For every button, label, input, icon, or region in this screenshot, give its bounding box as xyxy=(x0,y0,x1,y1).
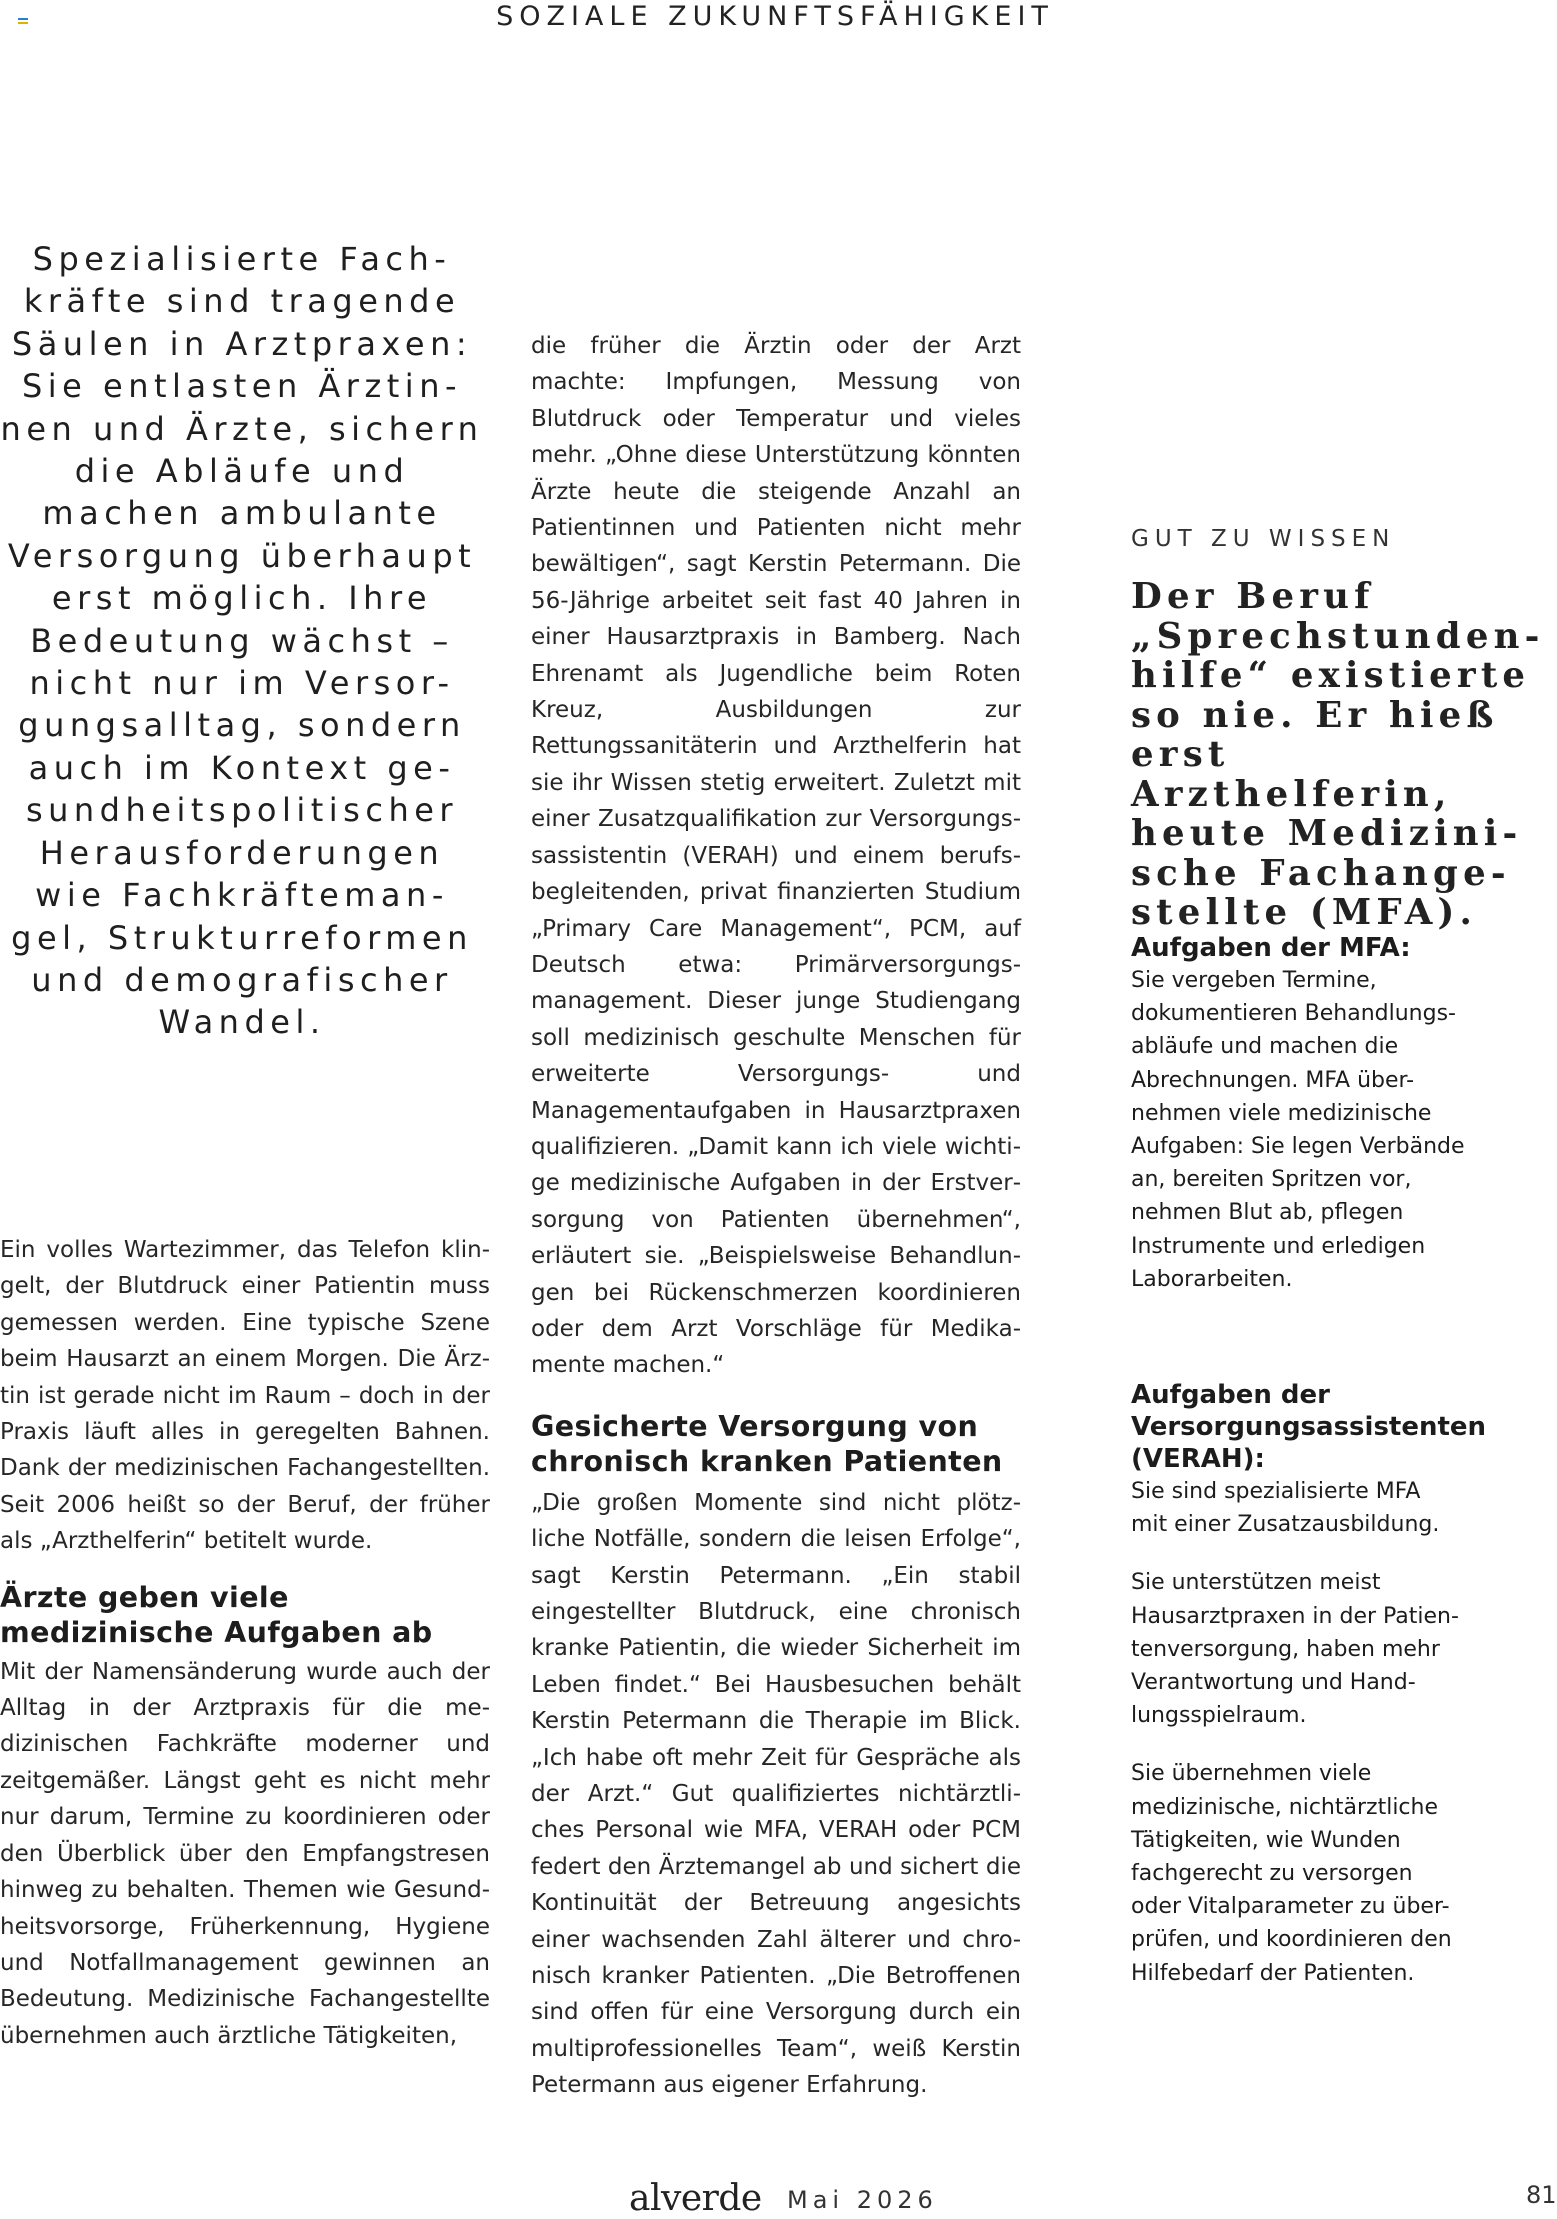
pull-quote-line: die Abläufe und xyxy=(74,452,410,491)
sidebar-text-verah-3: Sie übernehmen viele medizinische, nichtärztliche Tätigkeiten, wie Wunden fachgerecht zu versorgen oder Vitalparameter zu über- prüfen, und koordinieren den Hilfebedarf der Patienten. xyxy=(1131,1761,1452,1986)
sidebar-title-line: sche Fachange- xyxy=(1131,852,1511,894)
pull-quote-line: machen ambulante xyxy=(42,494,442,533)
sidebar-text-mfa: Sie vergeben Termine, dokumentieren Behandlungs- abläufe und machen die Abrechnungen. MFA über- nehmen viele medizinische Aufgaben: Sie legen Verbände an, bereiten Spritzen vor, nehmen Blut ab, pflegen Instrumente und erledigen Laborarbeiten. xyxy=(1131,968,1465,1292)
sidebar-heading-verah: Aufgaben der Versorgungsassistenten (VERAH): xyxy=(1131,1380,1487,1475)
sidebar-body xyxy=(1131,932,1491,1990)
pull-quote-line: und demografischer xyxy=(31,960,453,999)
sidebar-title-line: so nie. Er hieß xyxy=(1131,694,1499,736)
pull-quote-line: Wandel. xyxy=(158,1003,326,1042)
page-number: 81 xyxy=(1526,2181,1557,2209)
pull-quote-line: Herausforderungen xyxy=(39,833,445,872)
pull-quote-line: wie Fachkräfteman- xyxy=(35,876,449,915)
sidebar-title-line: erst Arzthelferin, xyxy=(1131,734,1452,815)
pull-quote-line: auch im Kontext ge- xyxy=(28,748,456,787)
subheading-aerzte: Ärzte geben viele medizinische Aufgaben ab xyxy=(0,1580,433,1649)
body-paragraph: die früher die Ärztin oder der Arzt machte: Impfungen, Messung von Blutdruck oder Temperatur und vieles mehr. „Ohne diese Unterstützung könnten Ärzte heute die steigende Anzahl an Patientinnen und Patienten nicht mehr bewältigen“, sagt Kerstin Petermann. Die 56-Jährige arbeitet seit fast 40 Jahren in einer Hausarztpraxis in Bamberg. Nach Ehrenamt als Jugendliche beim Roten Kreuz, Ausbildungen zur Rettungssanitäterin und Arzthelferin hat sie ihr Wissen stetig erweitert. Zuletzt mit einer Zusatzqualifikation zur Versorgungssassistentin (VERAH) und einem berufsbegleitenden, privat finanzierten Studium „Primary Care Management“, PCM, auf Deutsch etwa: Primärversorgungsmanagement. Dieser junge Studiengang soll medizinisch geschulte Menschen für erweiterte Versorgungs- und Managementaufgaben in Hausarztpraxen qualifizieren. „Damit kann ich viele wichtige medizinische Aufgaben in der Erstversorgung von Patienten übernehmen“, erläutert sie. „Beispielsweise Behandlungen bei Rückenschmerzen koordinieren oder dem Arzt Vorschläge für Medikamente machen.“ xyxy=(531,333,1021,1379)
article-column-2 xyxy=(531,328,1021,2104)
pull-quote-line: kräfte sind tragende xyxy=(23,282,461,321)
sidebar-title-line: „Sprechstunden- xyxy=(1131,615,1545,657)
pull-quote-line: nicht nur im Versor- xyxy=(29,664,455,703)
sidebar-kicker: GUT ZU WISSEN xyxy=(1131,526,1396,552)
sidebar-title-line: heute Medizini- xyxy=(1131,813,1523,854)
pull-quote-line: sundheitspolitischer xyxy=(25,791,459,830)
sidebar-title-line: hilfe“ existierte xyxy=(1131,655,1531,696)
pull-quote-line: Sie entlasten Ärztin- xyxy=(21,367,463,406)
sidebar-heading-mfa: Aufgaben der MFA: xyxy=(1131,933,1411,963)
sidebar-title-line: stellte (MFA). xyxy=(1131,892,1478,933)
body-paragraph: Mit der Namensänderung wurde auch der Alltag in der Arztpraxis für die medizinischen Fachkräfte moderner und zeitgemäßer. Längst geht es nicht mehr nur darum, Termine zu koordinieren oder den Überblick über den Empfangstresen hinweg zu behalten. Themen wie Gesundheitsvorsorge, Früherkennung, Hygiene und Notfallmanagement gewinnen an Bedeutung. Medizinische Fachangestellte übernehmen auch ärztliche Tätigkeiten, xyxy=(0,1658,490,2049)
pull-quote-line: erst möglich. Ihre xyxy=(51,579,433,618)
sidebar-title xyxy=(1131,576,1545,933)
sidebar-text-verah-1: Sie sind spezialisierte MFA mit einer Zusatzausbildung. xyxy=(1131,1479,1440,1538)
sidebar-title-line: Der Beruf xyxy=(1131,576,1375,617)
pull-quote-line: nen und Ärzte, sichern xyxy=(0,409,484,448)
article-column-1 xyxy=(0,1232,490,2054)
subheading-versorgung: Gesicherte Versorgung von chronisch kranken Patienten xyxy=(531,1409,1003,1478)
pull-quote-line: Versorgung überhaupt xyxy=(7,536,477,575)
pull-quote-line: Säulen in Arztpraxen: xyxy=(11,324,473,363)
pull-quote-line: gel, Strukturreformen xyxy=(11,918,473,957)
pull-quote-line: gungsalltag, sondern xyxy=(18,706,466,745)
pull-quote-line: Bedeutung wächst – xyxy=(30,621,454,660)
pull-quote xyxy=(0,238,484,1044)
issue-date: Mai 2026 xyxy=(787,2186,938,2214)
body-paragraph: „Die großen Momente sind nicht plötzliche Notfälle, sondern die leisen Erfolge“, sagt Kerstin Petermann. „Ein stabil eingestellter Blutdruck, eine chronisch kranke Patientin, die wieder Sicherheit im Leben findet.“ Bei Hausbesuchen behält Kerstin Petermann die Therapie im Blick. „Ich habe oft mehr Zeit für Gespräche als der Arzt.“ Gut qualifiziertes nichtärztliches Personal wie MFA, VERAH oder PCM federt den Ärztemangel ab und sichert die Kontinuität der Betreuung angesichts einer wachsenden Zahl älterer und chronisch kranker Patienten. „Die Betroffenen sind offen für eine Versorgung durch ein multiprofessionelles Team“, weiß Kerstin Petermann aus eigener Erfahrung. xyxy=(531,1489,1021,2099)
pull-quote-line: Spezialisierte Fach- xyxy=(32,240,452,278)
intro-paragraph: Ein volles Wartezimmer, das Telefon klingelt, der Blutdruck einer Patientin muss gemessen werden. Eine typische Szene beim Hausarzt an einem Morgen. Die Ärztin ist gerade nicht im Raum – doch in der Praxis läuft alles in geregelten Bahnen. Dank der medizinischen Fachangestellten. Seit 2006 heißt so der Beruf, der früher als „Arzthelferin“ betitelt wurde. xyxy=(0,1237,490,1555)
section-header: SOZIALE ZUKUNFTSFÄHIGKEIT xyxy=(496,1,1054,32)
sidebar-text-verah-2: Sie unterstützen meist Hausarztpraxen in der Patien- tenversorgung, haben mehr Verantwortung und Hand- lungsspielraum. xyxy=(1131,1570,1459,1729)
brand-logo: alverde xyxy=(629,2178,762,2219)
